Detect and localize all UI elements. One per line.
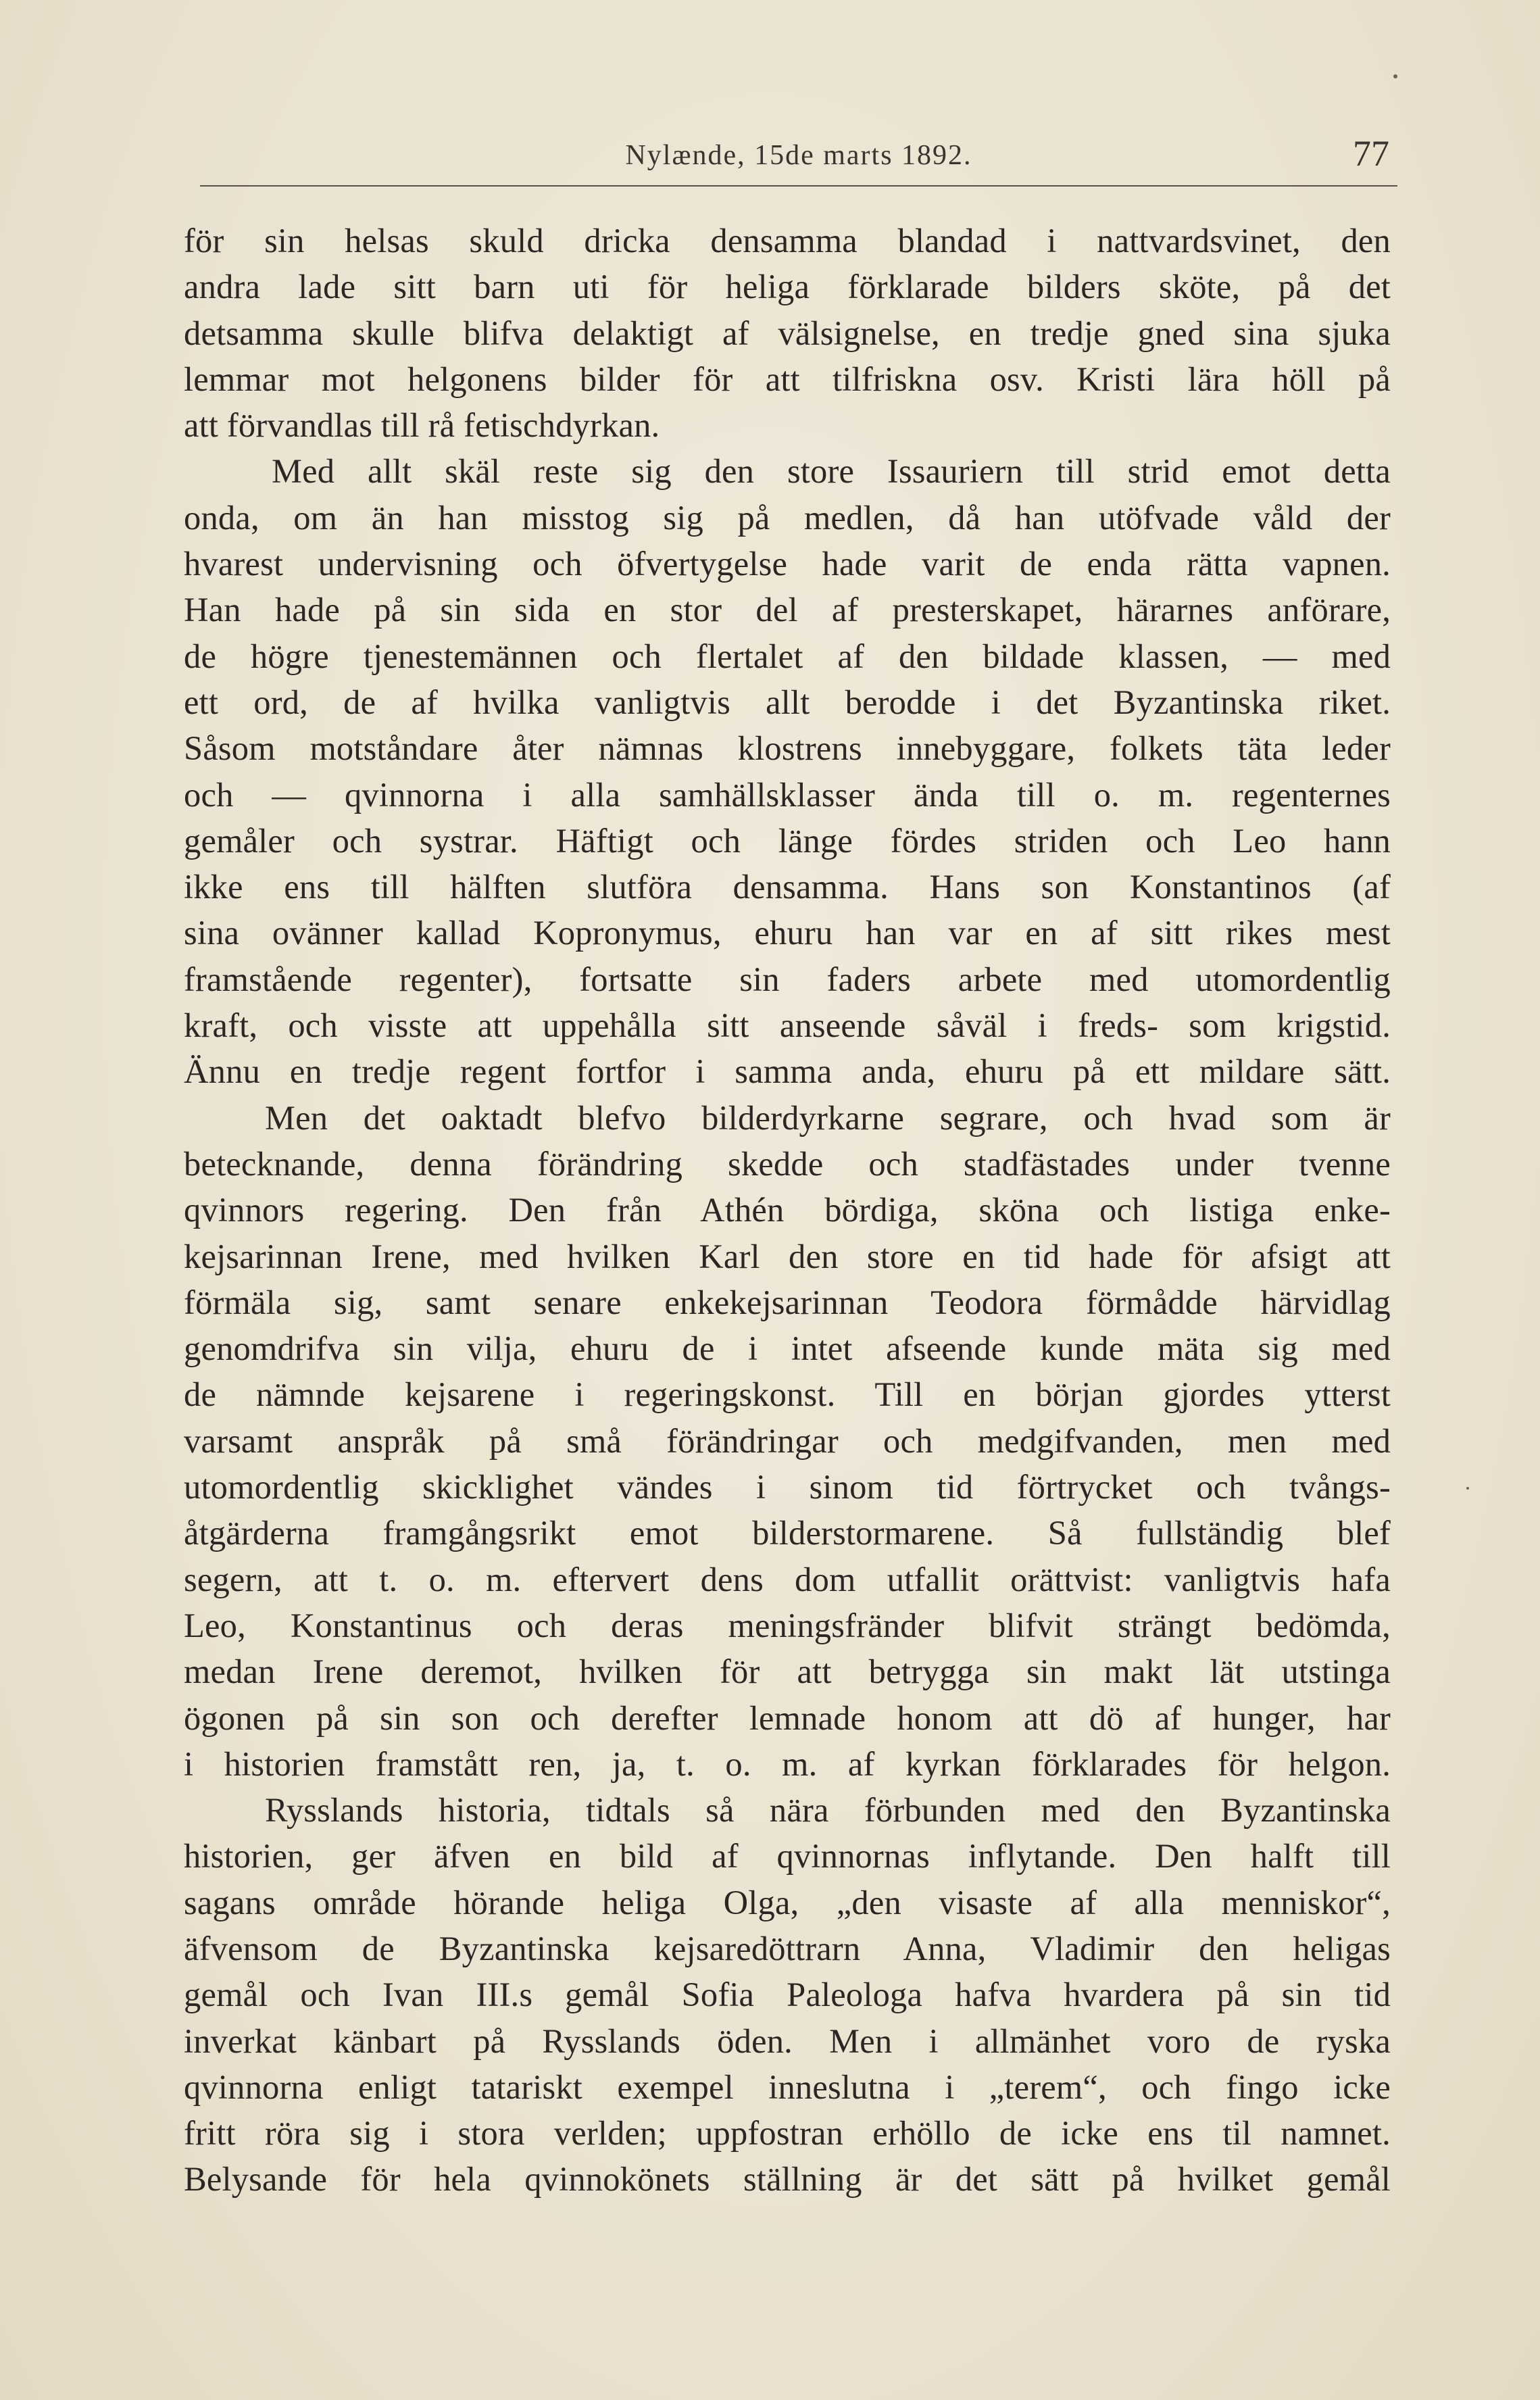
text-line: onda, om än han misstog sig på medlen, då han utöfvade våld der bbox=[184, 498, 1391, 537]
text-line: sina ovänner kallad Kopronymus, ehuru han var en af sitt rikes mest bbox=[184, 914, 1391, 952]
text-line: och — qvinnorna i alla samhällsklasser ända till o. m. regenternes bbox=[184, 775, 1391, 814]
paper-speck bbox=[1393, 74, 1397, 78]
text-line: i historien framstått ren, ja, t. o. m. af kyrkan förklarades för helgon. bbox=[184, 1744, 1391, 1783]
paper-speck bbox=[1466, 1487, 1469, 1490]
text-line: Han hade på sin sida en stor del af presterskapet, härarnes anförare, bbox=[184, 591, 1391, 629]
paragraph bbox=[184, 218, 1391, 448]
text-line: utomordentlig skicklighet vändes i sinom tid förtrycket och tvångs- bbox=[184, 1468, 1391, 1507]
text-line: andra lade sitt barn uti för heliga förklarade bilders sköte, på det bbox=[184, 268, 1391, 306]
text-line: Ännu en tredje regent fortfor i samma anda, ehuru på ett mildare sätt. bbox=[184, 1052, 1391, 1091]
text-line: äfvensom de Byzantinska kejsaredöttrarn Anna, Vladimir den heligas bbox=[184, 1929, 1391, 1967]
text-line: Men det oaktadt blefvo bilderdyrkarne segrare, och hvad som är bbox=[265, 1098, 1391, 1137]
text-line: åtgärderna framgångsrikt emot bilderstormarene. Så fullständig blef bbox=[184, 1514, 1391, 1552]
text-line: lemmar mot helgonens bilder för att tilfriskna osv. Kristi lära höll på bbox=[184, 360, 1391, 398]
text-line: ögonen på sin son och derefter lemnade honom att dö af hunger, har bbox=[184, 1698, 1391, 1737]
text-line: de högre tjenestemännen och flertalet af den bildade klassen, — med bbox=[184, 637, 1391, 675]
text-line: för sin helsas skuld dricka densamma blandad i nattvardsvinet, den bbox=[184, 222, 1391, 260]
text-line: Leo, Konstantinus och deras meningsfränder blifvit strängt bedömda, bbox=[184, 1606, 1391, 1644]
text-line: gemål och Ivan III.s gemål Sofia Paleologa hafva hvardera på sin tid bbox=[184, 1976, 1391, 2014]
text-line: sagans område hörande heliga Olga, „den visaste af alla menniskor“, bbox=[184, 1883, 1391, 1921]
text-line: ikke ens till hälften slutföra densamma. Hans son Konstantinos (af bbox=[184, 868, 1391, 906]
text-line: ett ord, de af hvilka vanligtvis allt berodde i det Byzantinska riket. bbox=[184, 683, 1391, 721]
body-text bbox=[184, 218, 1391, 2203]
text-line: medan Irene deremot, hvilken för att betrygga sin makt lät utstinga bbox=[184, 1652, 1391, 1691]
text-line: segern, att t. o. m. eftervert dens dom utfallit orättvist: vanligtvis hafa bbox=[184, 1560, 1391, 1598]
text-line: Såsom motståndare åter nämnas klostrens innebyggare, folkets täta leder bbox=[184, 729, 1391, 768]
text-line: qvinnors regering. Den från Athén bördiga, sköna och listiga enke- bbox=[184, 1191, 1391, 1229]
text-line: fritt röra sig i stora verlden; uppfostran erhöllo de icke ens til namnet. bbox=[184, 2114, 1391, 2153]
text-line: förmäla sig, samt senare enkekejsarinnan Teodora förmådde härvidlag bbox=[184, 1283, 1391, 1321]
paragraph bbox=[184, 1095, 1391, 1787]
text-line: hvarest undervisning och öfvertygelse hade varit de enda rätta vapnen. bbox=[184, 545, 1391, 583]
text-line: varsamt anspråk på små förändringar och medgifvanden, men med bbox=[184, 1421, 1391, 1460]
running-head: Nylænde, 15de marts 1892. bbox=[625, 140, 972, 171]
paragraph bbox=[184, 1787, 1391, 2203]
header-rule bbox=[200, 185, 1397, 187]
page-header bbox=[200, 132, 1397, 187]
text-line: genomdrifva sin vilja, ehuru de i intet afseende kunde mäta sig med bbox=[184, 1329, 1391, 1368]
text-line: Med allt skäl reste sig den store Issauriern till strid emot detta bbox=[272, 452, 1391, 491]
text-line: att förvandlas till rå fetischdyrkan. bbox=[184, 406, 660, 445]
text-line: gemåler och systrar. Häftigt och länge fördes striden och Leo hann bbox=[184, 821, 1391, 860]
text-line: Rysslands historia, tidtals så nära förbunden med den Byzantinska bbox=[265, 1791, 1391, 1830]
text-line: inverkat känbart på Rysslands öden. Men i allmänhet voro de ryska bbox=[184, 2022, 1391, 2060]
text-line: kraft, och visste att uppehålla sitt anseende såväl i freds- som krigstid. bbox=[184, 1006, 1391, 1045]
page-number: 77 bbox=[1353, 133, 1389, 174]
text-line: Belysande för hela qvinnokönets ställning är det sätt på hvilket gemål bbox=[184, 2160, 1391, 2199]
text-line: detsamma skulle blifva delaktigt af välsignelse, en tredje gned sina sjuka bbox=[184, 314, 1391, 352]
paragraph bbox=[184, 448, 1391, 1094]
text-line: qvinnorna enligt tatariskt exempel inneslutna i „terem“, och fingo icke bbox=[184, 2067, 1391, 2106]
text-line: betecknande, denna förändring skedde och stadfästades under tvenne bbox=[184, 1144, 1391, 1183]
text-line: kejsarinnan Irene, med hvilken Karl den store en tid hade för afsigt att bbox=[184, 1237, 1391, 1275]
text-line: historien, ger äfven en bild af qvinnornas inflytande. Den halft till bbox=[184, 1837, 1391, 1876]
text-line: framstående regenter), fortsatte sin faders arbete med utomordentlig bbox=[184, 960, 1391, 998]
text-line: de nämnde kejsarene i regeringskonst. Till en början gjordes ytterst bbox=[184, 1375, 1391, 1414]
